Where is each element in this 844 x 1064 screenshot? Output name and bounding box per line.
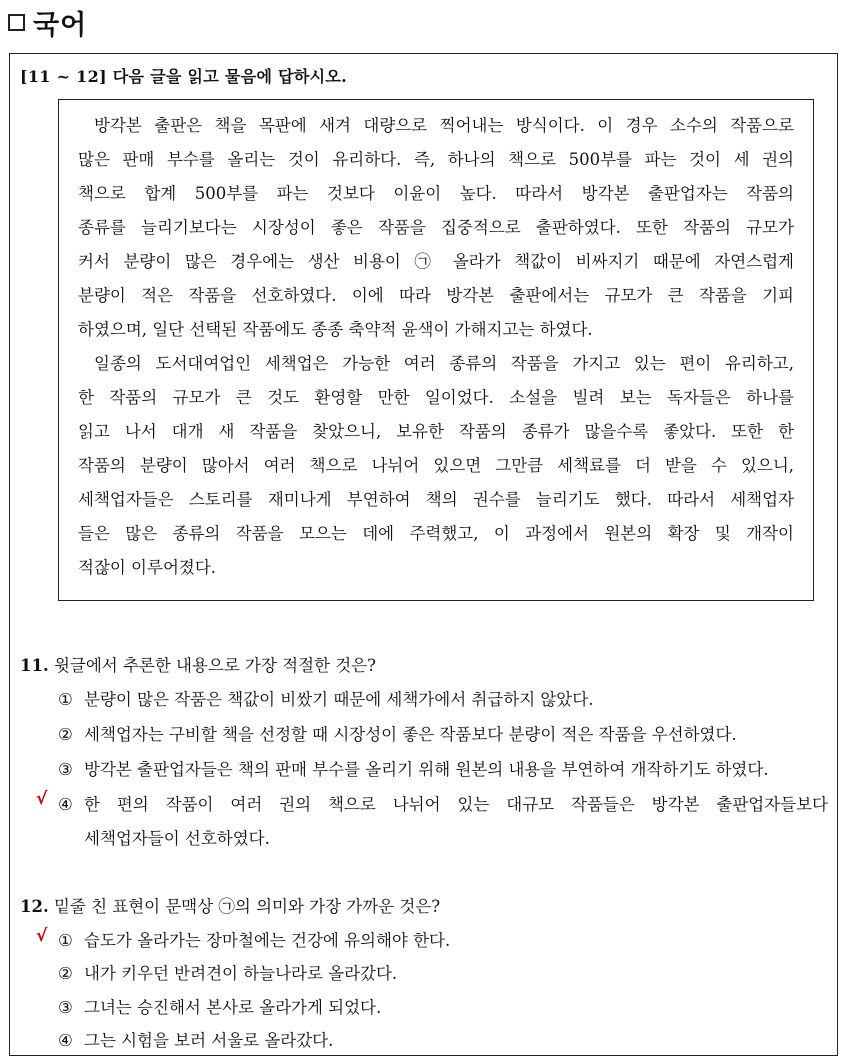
passage-line: 한 작품의 규모가 큰 것도 환영할 만한 일이었다. 소설을 빌려 보는 독자들은 하나를 — [78, 388, 794, 407]
question-12-number: 12. — [20, 897, 49, 916]
option-text: 세책업자는 구비할 책을 선정할 때 시장성이 좋은 작품보다 분량이 적은 작품을 우선하였다. — [84, 725, 737, 744]
answer-check-icon: √ — [36, 926, 48, 946]
q11-option-4-continued: 세책업자들이 선호하였다. — [84, 829, 270, 848]
passage-line: 읽고 나서 대개 새 작품을 찾았으니, 보유한 작품의 종류가 많을수록 좋았다. 또한 한 — [78, 422, 794, 441]
q11-option-4[interactable] — [58, 791, 828, 815]
passage-line: 많은 판매 부수를 올리는 것이 유리하다. 즉, 하나의 책으로 500부를 파는 것이 세 권의 — [78, 150, 794, 169]
passage-line: 분량이 적은 작품을 선호하였다. 이에 따라 방각본 출판에서는 규모가 큰 작품을 기피 — [78, 286, 794, 305]
q12-option-2[interactable] — [58, 960, 397, 984]
passage-line: 하였으며, 일단 선택된 작품에도 종종 축약적 윤색이 가해지고는 하였다. — [78, 320, 593, 339]
passage-line: 작품의 분량이 많아서 여러 책으로 나뉘어 있으면 그만큼 세책료를 더 받을 수 있으니, — [78, 456, 794, 475]
option-number: ④ — [58, 795, 73, 814]
option-text: 그녀는 승진해서 본사로 올라가게 되었다. — [84, 998, 382, 1017]
option-text: 한 편의 작품이 여러 권의 책으로 나뉘어 있는 대규모 작품들은 방각본 출판업자들보다 — [84, 795, 828, 814]
passage-line: 들은 많은 종류의 작품을 모으는 데에 주력했고, 이 과정에서 원본의 확장 및 개작이 — [78, 524, 794, 543]
q12-option-4[interactable] — [58, 1027, 333, 1051]
section-title: 국어 — [33, 9, 88, 41]
passage-line: 커서 분량이 많은 경우에는 생산 비용이 ㉠ 올라가 책값이 비싸지기 때문에 자연스럽게 — [78, 252, 794, 271]
option-number: ① — [58, 931, 73, 950]
question-12-text: 밑줄 친 표현이 문맥상 ㉠의 의미와 가장 가까운 것은? — [53, 897, 441, 916]
checkbox-square-icon — [8, 14, 25, 31]
passage-line: 세책업자들은 스토리를 재미나게 부연하여 책의 권수를 늘리기도 했다. 따라서 세책업자 — [78, 490, 794, 509]
option-number: ① — [58, 690, 73, 709]
q12-option-1[interactable] — [58, 927, 450, 951]
option-text: 그는 시험을 보러 서울로 올라갔다. — [84, 1031, 334, 1050]
passage-line: 종류를 늘리기보다는 시장성이 좋은 작품을 집중적으로 출판하였다. 또한 작품의 규모가 — [78, 218, 794, 237]
q11-option-3[interactable] — [58, 756, 769, 780]
q11-option-2[interactable] — [58, 721, 737, 745]
passage-line: 책으로 합계 500부를 파는 것보다 이윤이 높다. 따라서 방각본 출판업자는 작품의 — [78, 184, 794, 203]
option-number: ③ — [58, 998, 73, 1017]
option-number: ③ — [58, 760, 73, 779]
instruction-text: [11 ~ 12] 다음 글을 읽고 물음에 답하시오. — [20, 67, 347, 86]
passage-line: 방각본 출판은 책을 목판에 새겨 대량으로 찍어내는 방식이다. 이 경우 소수의 작품으로 — [94, 116, 794, 135]
passage-line: 적잖이 이루어졌다. — [78, 558, 217, 577]
option-number: ② — [58, 725, 73, 744]
q12-option-3[interactable] — [58, 994, 381, 1018]
question-11-text: 윗글에서 추론한 내용으로 가장 적절한 것은? — [53, 656, 376, 675]
option-text: 분량이 많은 작품은 책값이 비쌌기 때문에 세책가에서 취급하지 않았다. — [84, 690, 594, 709]
section-header — [8, 0, 87, 44]
option-number: ② — [58, 964, 73, 983]
question-11-number: 11. — [20, 656, 49, 675]
option-text: 내가 키우던 반려견이 하늘나라로 올라갔다. — [84, 964, 398, 983]
q11-option-1[interactable] — [58, 686, 593, 710]
question-12-title — [20, 893, 440, 917]
option-text: 방각본 출판업자들은 책의 판매 부수를 올리기 위해 원본의 내용을 부연하여 개작하기도 하였다. — [84, 760, 769, 779]
option-number: ④ — [58, 1031, 73, 1050]
answer-check-icon: √ — [36, 789, 48, 809]
passage-line: 일종의 도서대여업인 세책업은 가능한 여러 종류의 작품을 가지고 있는 편이 유리하고, — [94, 354, 794, 373]
question-11-title — [20, 652, 376, 676]
option-text: 습도가 올라가는 장마철에는 건강에 유의해야 한다. — [84, 931, 451, 950]
